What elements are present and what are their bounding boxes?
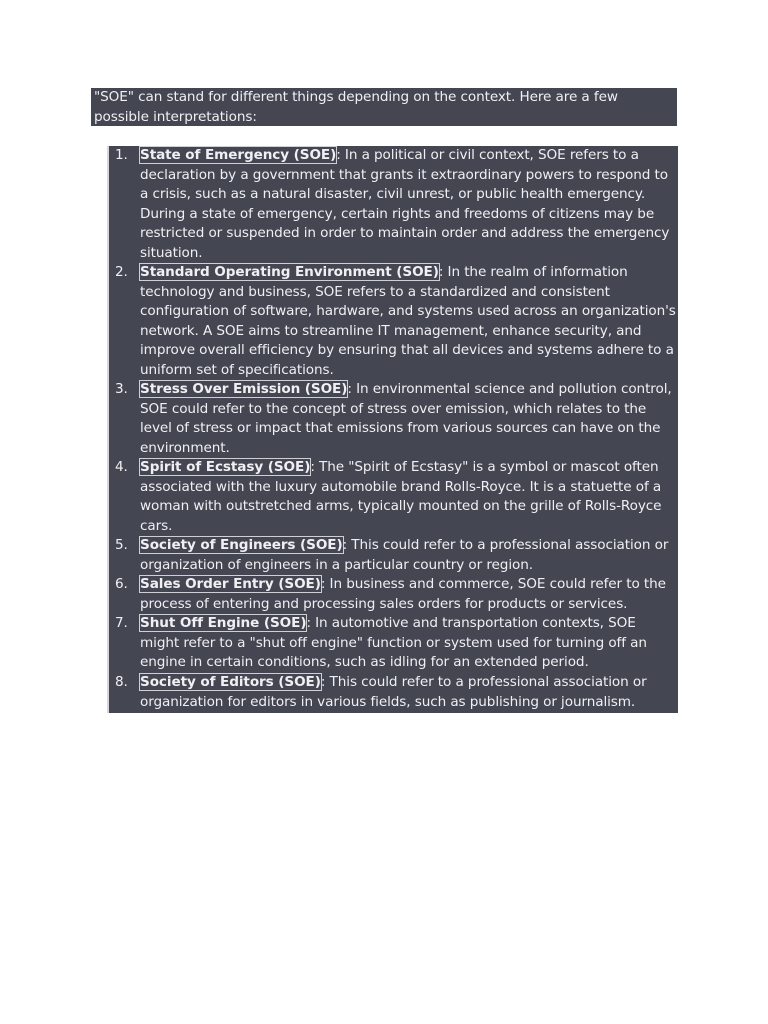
list-item-term: Shut Off Engine (SOE) [140, 615, 307, 631]
list-item-term: Spirit of Ecstasy (SOE) [140, 459, 311, 475]
interpretations-list-block [107, 146, 678, 713]
list-item-text [140, 536, 678, 575]
list-item-text [140, 380, 678, 458]
list-item-description: : This could refer to a professional association or organization for editors in various fields, such as publishing or journalism. [140, 674, 647, 710]
list-item-description: : In the realm of information technology and business, SOE refers to a standardized and consistent configuration of software, hardware, and systems used across an organization's network. A SOE aims to streamline IT management, enhance security, and improve overall efficiency by ensuring that all devices and systems adhere to a uniform set of specifications. [140, 264, 676, 378]
list-item-description: : In business and commerce, SOE could refer to the process of entering and processing sales orders for products or services. [140, 576, 666, 612]
list-item-number: 7. [115, 615, 128, 631]
list-item-number: 3. [115, 381, 128, 397]
list-item-number: 6. [115, 576, 128, 592]
list-item-description: : This could refer to a professional association or organization of engineers in a particular country or region. [140, 537, 669, 573]
list-item-number: 4. [115, 459, 128, 475]
list-item-term: Stress Over Emission (SOE) [140, 381, 348, 397]
list-item-description: : The "Spirit of Ecstasy" is a symbol or mascot often associated with the luxury automobile brand Rolls-Royce. It is a statuette of a woman with outstretched arms, typically mounted on the grille of Rolls-Royce cars. [140, 459, 662, 534]
list-item-number: 5. [115, 537, 128, 553]
list-item-term: Standard Operating Environment (SOE) [140, 264, 439, 280]
list-item-description: : In a political or civil context, SOE refers to a declaration by a government that grants it extraordinary powers to respond to a crisis, such as a natural disaster, civil unrest, or public health emergency. During a state of emergency, certain rights and freedoms of citizens may be restricted or suspended in order to maintain order and address the emergency situation. [140, 147, 670, 261]
list-item-description: : In environmental science and pollution control, SOE could refer to the concept of stress over emission, which relates to the level of stress or impact that emissions from various sources can have on the environment. [140, 381, 672, 456]
list-item-description: : In automotive and transportation contexts, SOE might refer to a "shut off engine" function or system used for turning off an engine in certain conditions, such as idling for an extended period. [140, 615, 647, 670]
list-item-term: Society of Editors (SOE) [140, 674, 321, 690]
list-item-text [140, 263, 678, 380]
list-item-number: 1. [115, 147, 128, 163]
list-item-text [140, 575, 678, 614]
intro-paragraph: "SOE" can stand for different things depending on the context. Here are a few possible interpretations: [91, 88, 677, 126]
list-item-text [140, 146, 678, 263]
list-item-text [140, 673, 678, 712]
list-item-number: 8. [115, 674, 128, 690]
list-item-number: 2. [115, 264, 128, 280]
list-item-term: State of Emergency (SOE) [140, 147, 337, 163]
list-item-term: Sales Order Entry (SOE) [140, 576, 321, 592]
list-item-text [140, 614, 678, 673]
list-item-text [140, 458, 678, 536]
list-item-term: Society of Engineers (SOE) [140, 537, 343, 553]
